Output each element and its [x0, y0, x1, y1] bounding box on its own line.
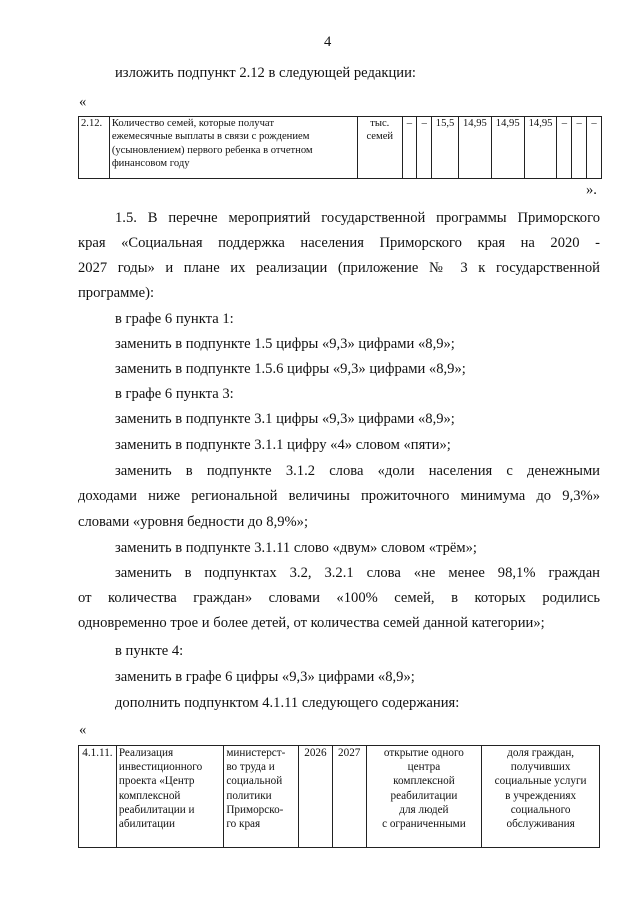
executor-line: го края [226, 818, 261, 831]
page-number: 4 [324, 34, 332, 50]
desc-line: (усыновлением) первого ребенка в отчетном [111, 144, 313, 156]
value-cell: 14,95 [524, 117, 557, 179]
result-line: с ограниченными [382, 818, 466, 831]
para-3-1-2-line: словами «уровня бедности до 8,9%»; [78, 514, 309, 530]
name-line: комплексной [118, 789, 181, 802]
amendment-line: заменить в подпункте 3.1.11 слово «двум» словом «трём»; [115, 540, 477, 556]
value-cell: – [587, 117, 602, 179]
para-3-2-line: одновременно трое и более детей, от количества семей данной категории»; [78, 615, 545, 631]
amendment-line: заменить в графе 6 цифры «9,3» цифрами «8,9»; [115, 669, 415, 685]
indicator-cell [482, 746, 600, 848]
result-line: для людей [399, 803, 449, 816]
desc-line: финансовом году [111, 158, 190, 170]
indicator-line: социальные услуги [494, 775, 587, 788]
amendment-line: в пункте 4: [115, 643, 184, 659]
executor-line: Приморско- [226, 803, 284, 816]
name-line: Реализация [118, 747, 174, 759]
indicator-line: обслуживания [506, 818, 575, 831]
result-line: открытие одного [383, 747, 464, 759]
row-number: 4.1.11. [79, 746, 117, 848]
para-1-5-line: 2027 годы» и плане их реализации (приложение № 3 к государственной [78, 260, 600, 276]
result-cell [366, 746, 482, 848]
quote-open-2: « [79, 722, 87, 738]
indicator-line: доля граждан, [507, 747, 575, 759]
value-cell: 14,95 [491, 117, 524, 179]
amendment-line: заменить в подпункте 3.1.1 цифру «4» словом «пяти»; [115, 437, 451, 453]
name-line: проекта «Центр [118, 775, 195, 788]
executor-line: социальной [226, 775, 283, 788]
desc-line: ежемесячные выплаты в связи с рождением [111, 131, 310, 143]
name-line: абилитации [118, 818, 176, 831]
indicator-line: получивших [510, 761, 571, 774]
indicator-line: в учреждениях [505, 789, 577, 802]
result-line: центра [407, 761, 441, 774]
result-line: комплексной [393, 775, 455, 788]
value-cell: – [402, 117, 417, 179]
executor-line: во труда и [226, 761, 275, 774]
executor-line: политики [226, 789, 272, 802]
value-cell: – [572, 117, 587, 179]
intro-line: изложить подпункт 2.12 в следующей редакции: [115, 65, 416, 81]
para-1-5-line: программе): [78, 285, 155, 301]
indicator-line: социального [510, 803, 571, 816]
activity-name [116, 746, 223, 848]
name-line: реабилитации и [118, 803, 195, 816]
row-number: 2.12. [79, 117, 110, 179]
amendment-line: в графе 6 пункта 1: [115, 311, 234, 327]
quote-close-1: ». [586, 182, 597, 198]
executor-cell [224, 746, 299, 848]
indicator-table-2-12 [78, 116, 602, 179]
value-cell: 15,5 [432, 117, 459, 179]
result-line: реабилитации [390, 789, 458, 802]
quote-open-1: « [79, 94, 87, 110]
para-1-5-line: края «Социальная поддержка населения Приморского края на 2020 - [78, 235, 600, 251]
para-3-1-2-line: заменить в подпункте 3.1.2 слова «доли населения с денежными [115, 463, 600, 479]
year-start-cell: 2026 [299, 746, 333, 848]
value-cell: – [417, 117, 432, 179]
value-cell: 14,95 [458, 117, 491, 179]
amendment-line: дополнить подпунктом 4.1.11 следующего содержания: [115, 695, 460, 711]
executor-line: министерст- [226, 747, 286, 759]
amendment-line: заменить в подпункте 1.5.6 цифры «9,3» цифрами «8,9»; [115, 361, 466, 377]
unit-cell [358, 117, 402, 179]
desc-line: Количество семей, которые получат [111, 118, 274, 129]
amendment-line: заменить в подпункте 1.5 цифры «9,3» цифрами «8,9»; [115, 336, 455, 352]
indicator-description [109, 117, 357, 179]
activity-table-4-1-11 [78, 745, 600, 848]
amendment-line: заменить в подпункте 3.1 цифры «9,3» цифрами «8,9»; [115, 411, 455, 427]
unit-line: семей [366, 131, 394, 143]
para-3-1-2-line: доходами ниже региональной величины прожиточного минимума до 9,3%» [78, 488, 600, 504]
amendment-line: в графе 6 пункта 3: [115, 386, 234, 402]
para-3-2-line: заменить в подпунктах 3.2, 3.2.1 слова «не менее 98,1% граждан [115, 565, 600, 581]
value-cell: – [557, 117, 572, 179]
unit-line: тыс. [370, 118, 390, 129]
year-end-cell: 2027 [332, 746, 366, 848]
para-3-2-line: от количества граждан» словами «100% семей, в которых родились [78, 590, 600, 606]
name-line: инвестиционного [118, 761, 203, 774]
para-1-5-line: 1.5. В перечне мероприятий государственной программы Приморского [115, 210, 600, 226]
